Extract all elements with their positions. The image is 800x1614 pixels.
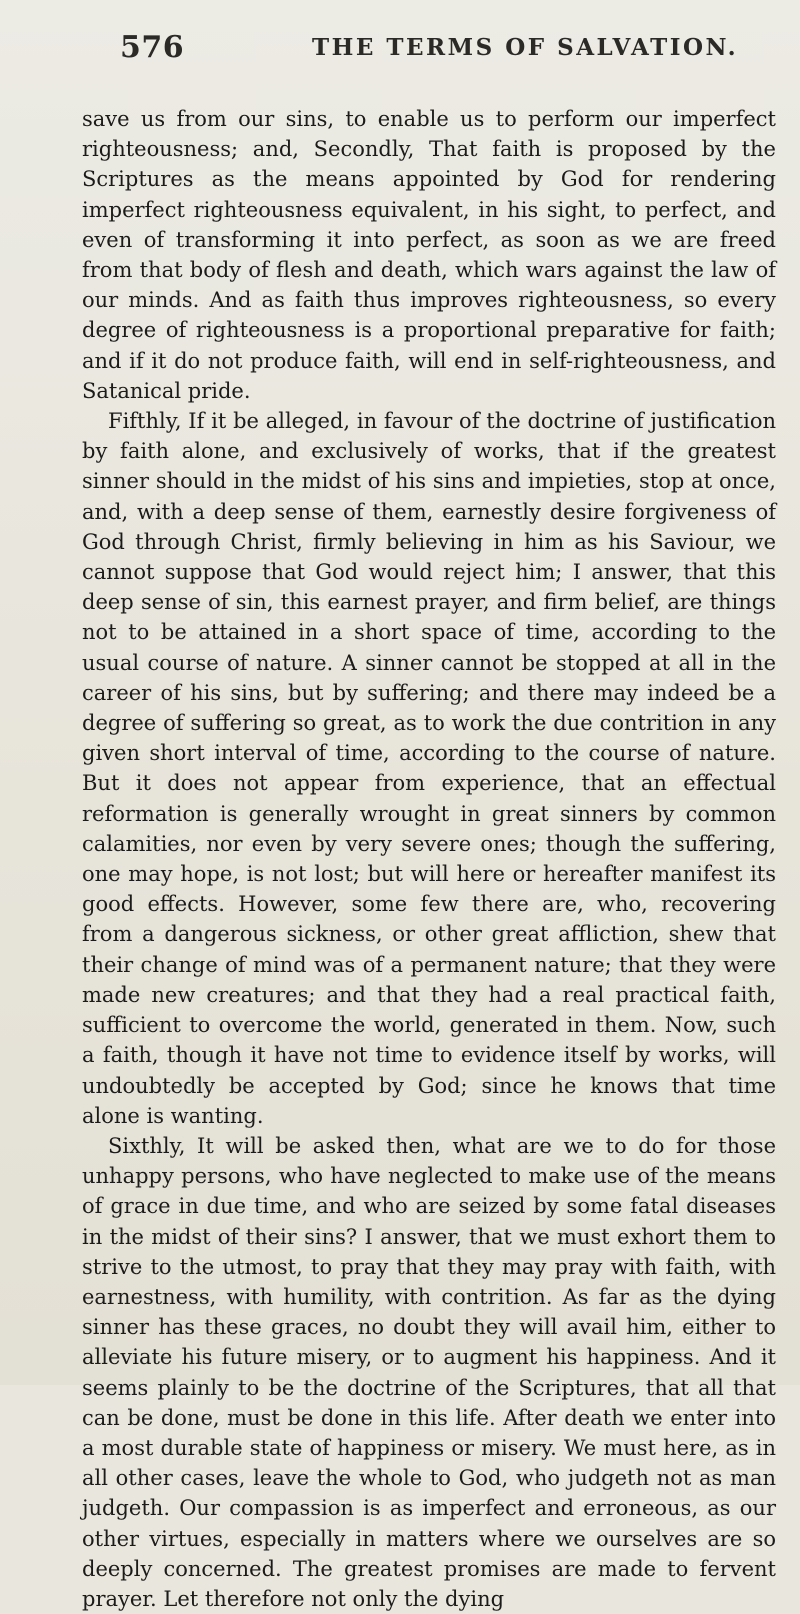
running-title: THE TERMS OF SALVATION.: [312, 34, 739, 61]
page-number: 576: [120, 30, 185, 65]
body-text: [82, 104, 776, 1614]
running-head: [82, 30, 776, 66]
paragraph-sixthly: Sixthly, It will be asked then, what are we to do for those unhappy persons, who have neglected to make use of the means of grace in due time, and who are seized by some fatal diseases in the midst of their sins? I answer, that we must exhort them to strive to the utmost, to pray that they may pray with faith, with earnestness, with humility, with contrition. As far as the dying sinner has these graces, no doubt they will avail him, either to alleviate his future misery, or to augment his happiness. And it seems plainly to be the doctrine of the Scriptures, that all that can be done, must be done in this life. After death we enter into a most durable state of happiness or misery. We must here, as in all other cases, leave the whole to God, who judgeth not as man judgeth. Our compassion is as imperfect and erroneous, as our other virtues, especially in matters where we ourselves are so deeply concerned. The greatest promises are made to fervent prayer. Let therefore not only the dying: [82, 1133, 776, 1611]
paragraph-continuation: save us from our sins, to enable us to perform our imperfect righteousness; and, Secondly, That faith is proposed by the Scriptures as the means appointed by God for rendering imperfect righteousness equivalent, in his sight, to perfect, and even of transforming it into perfect, as soon as we are freed from that body of flesh and death, which wars against the law of our minds. And as faith thus improves righteousness, so every degree of righteousness is a proportional preparative for faith; and if it do not produce faith, will end in self-righteousness, and Satanical pride.: [82, 107, 776, 403]
paragraph-fifthly: Fifthly, If it be alleged, in favour of the doctrine of justification by faith alone, and exclusively of works, that if the greatest sinner should in the midst of his sins and impieties, stop at once, and, with a deep sense of them, earnestly desire forgiveness of God through Christ, firmly believing in him as his Saviour, we cannot suppose that God would reject him; I answer, that this deep sense of sin, this earnest prayer, and firm belief, are things not to be attained in a short space of time, according to the usual course of nature. A sinner cannot be stopped at all in the career of his sins, but by suffering; and there may indeed be a degree of suffering so great, as to work the due contrition in any given short interval of time, according to the course of nature. But it does not appear from experience, that an effectual reformation is generally wrought in great sinners by common calamities, nor even by very severe ones; though the suffering, one may hope, is not lost; but will here or hereafter manifest its good effects. However, some few there are, who, recovering from a dangerous sickness, or other great affliction, shew that their change of mind was of a permanent nature; that they were made new creatures; and that they had a real practical faith, sufficient to overcome the world, generated in them. Now, such a faith, though it have not time to evidence itself by works, will undoubtedly be accepted by God; since he knows that time alone is wanting.: [82, 409, 776, 1128]
